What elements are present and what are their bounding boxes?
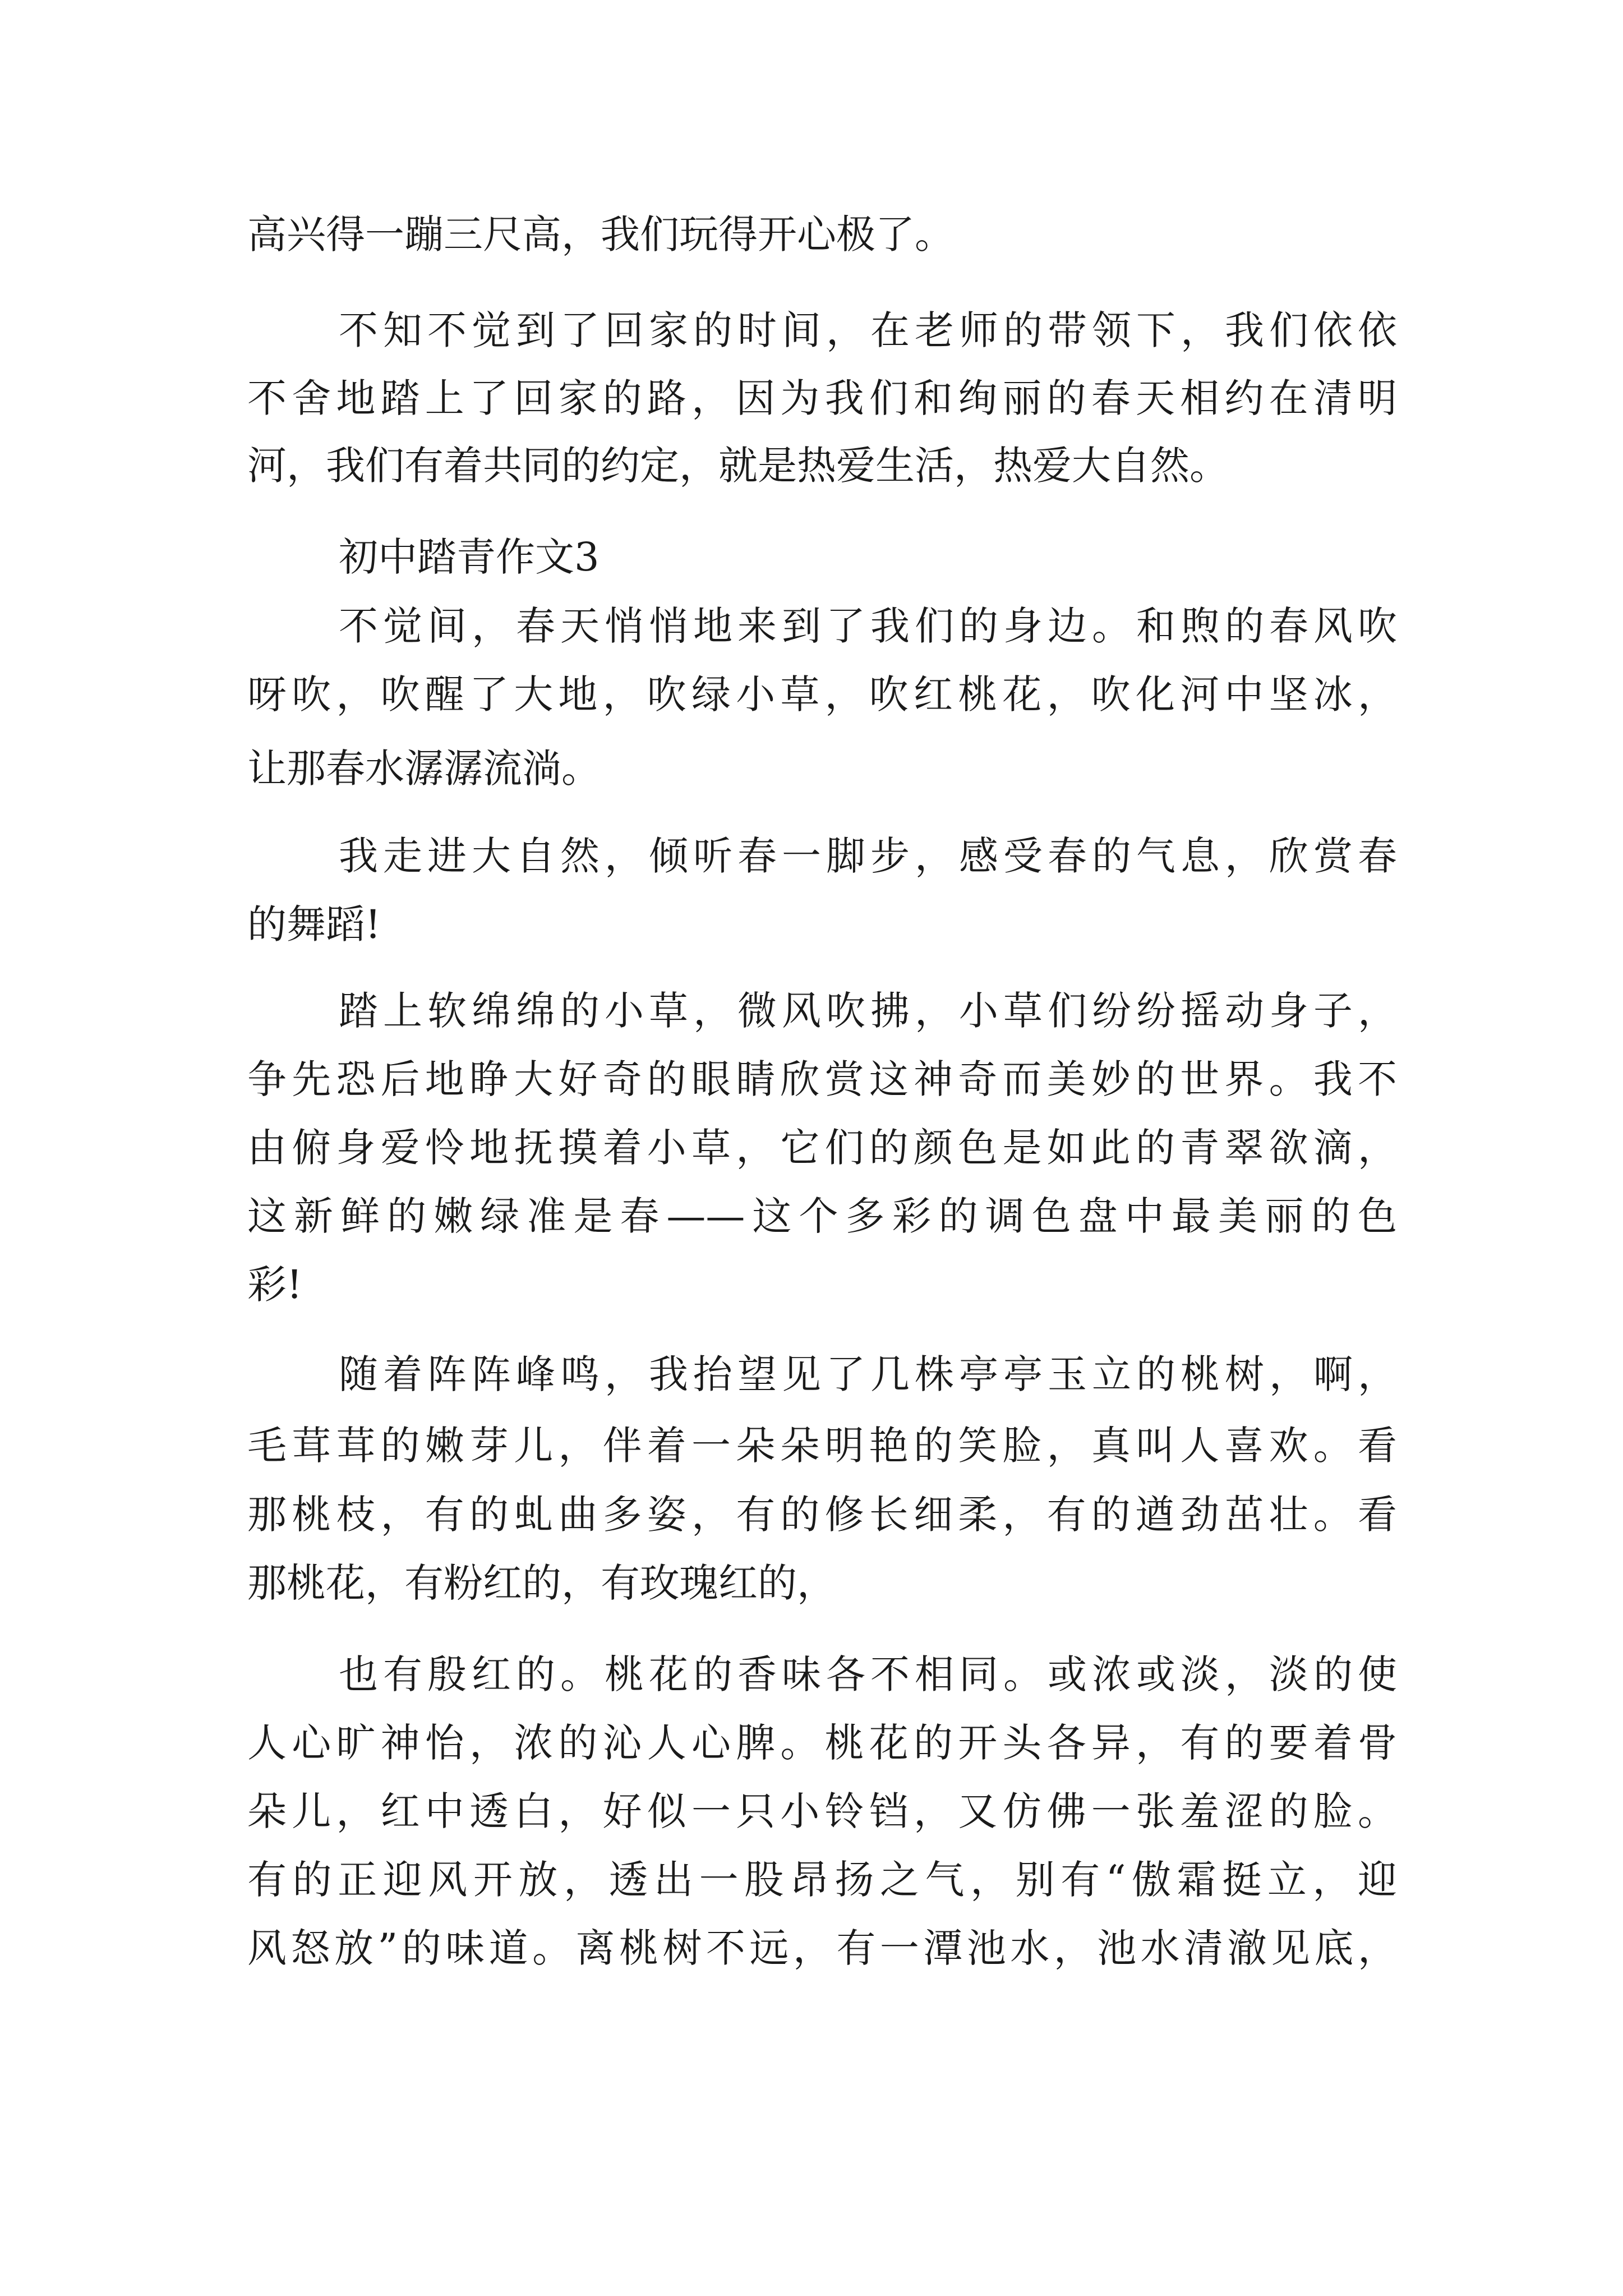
text-line: 不舍地踏上了回家的路，因为我们和绚丽的春天相约在清明 (247, 375, 1397, 421)
text-line: 让那春水潺潺流淌。 (247, 746, 601, 792)
text-line: 由俯身爱怜地抚摸着小草，它们的颜色是如此的青翠欲滴， (247, 1125, 1397, 1171)
text-line: 河，我们有着共同的约定，就是热爱生活，热爱大自然。 (247, 443, 1229, 489)
text-line: 朵儿，红中透白，好似一只小铃铛，又仿佛一张羞涩的脸。 (247, 1788, 1397, 1834)
text-line: 人心旷神怡，浓的沁人心脾。桃花的开头各异，有的要着骨 (247, 1720, 1397, 1766)
text-line: 高兴得一蹦三尺高，我们玩得开心极了。 (247, 211, 954, 257)
text-line: 那桃枝，有的虬曲多姿，有的修长细柔，有的遒劲茁壮。看 (247, 1492, 1397, 1538)
text-line: 风怒放”的味道。离桃树不远，有一潭池水，池水清澈见底， (247, 1925, 1397, 1971)
text-line: 也有殷红的。桃花的香味各不相同。或浓或淡，淡的使 (339, 1651, 1397, 1697)
text-line: 随着阵阵峰鸣，我抬望见了几株亭亭玉立的桃树，啊， (339, 1351, 1397, 1397)
text-line: 我走进大自然，倾听春一脚步，感受春的气息，欣赏春 (339, 833, 1397, 879)
section-heading: 初中踏青作文3 (339, 534, 600, 580)
text-line: 呀吹，吹醒了大地，吹绿小草，吹红桃花，吹化河中坚冰， (247, 671, 1397, 717)
text-line: 踏上软绵绵的小草，微风吹拂，小草们纷纷摇动身子， (339, 988, 1397, 1034)
text-line: 彩! (247, 1262, 303, 1308)
text-line: 这新鲜的嫩绿准是春——这个多彩的调色盘中最美丽的色 (247, 1193, 1397, 1239)
text-line: 那桃花，有粉红的，有玫瑰红的， (247, 1560, 836, 1606)
text-line: 的舞蹈! (247, 901, 381, 947)
text-line: 有的正迎风开放，透出一股昂扬之气，别有“傲霜挺立，迎 (247, 1857, 1397, 1903)
text-line: 毛茸茸的嫩芽儿，伴着一朵朵明艳的笑脸，真叫人喜欢。看 (247, 1423, 1397, 1469)
text-line: 争先恐后地睁大好奇的眼睛欣赏这神奇而美妙的世界。我不 (247, 1056, 1397, 1102)
text-line: 不觉间，春天悄悄地来到了我们的身边。和煦的春风吹 (339, 603, 1397, 649)
text-line: 不知不觉到了回家的时间，在老师的带领下，我们依依 (339, 307, 1397, 353)
